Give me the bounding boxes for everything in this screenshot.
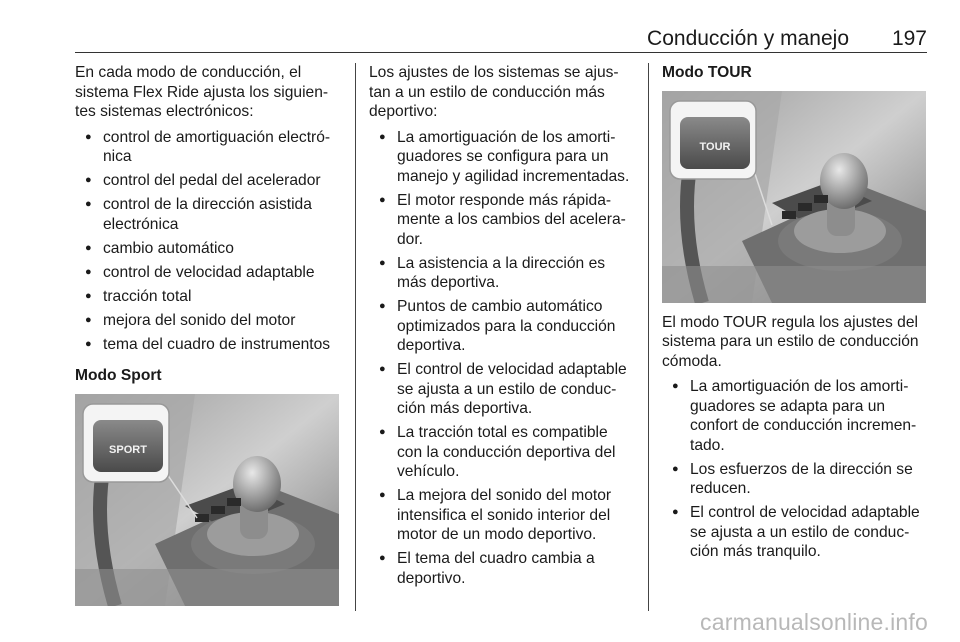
list-item: ● El control de velocidad adaptable se ajusta a un estilo de conducción más tranquilo. bbox=[662, 503, 928, 562]
list-item: ● mejora del sonido del motor bbox=[75, 311, 343, 331]
column-2 bbox=[369, 63, 634, 593]
page-header bbox=[75, 26, 927, 52]
list-item: ● El tema del cuadro cambia a deportivo. bbox=[369, 549, 634, 588]
list-item: ● La mejora del sonido del motor intensifica el sonido interior del motor de un modo deportivo. bbox=[369, 486, 634, 545]
sport-button-label: SPORT bbox=[109, 443, 147, 456]
list-item: ● control de la dirección asistida electrónica bbox=[75, 195, 343, 234]
list-item: ● control del pedal del acelerador bbox=[75, 171, 343, 191]
list-item: ● La tracción total es compatible con la conducción deportiva del vehículo. bbox=[369, 423, 634, 482]
list-item: ● Puntos de cambio automático optimizados para la conducción deportiva. bbox=[369, 297, 634, 356]
list-item: ● Los esfuerzos de la dirección se reducen. bbox=[662, 460, 928, 499]
list-item: ● La asistencia a la dirección es más deportiva. bbox=[369, 254, 634, 293]
heading-sport-mode: Modo Sport bbox=[75, 367, 162, 384]
list-item: ● El control de velocidad adaptable se ajusta a un estilo de conducción más deportiva. bbox=[369, 360, 634, 419]
list-item: ● control de amortiguación electrónica bbox=[75, 128, 343, 167]
header-rule bbox=[75, 52, 927, 53]
intro-paragraph: Los ajustes de los sistemas se ajustan a un estilo de conducción más deportivo: bbox=[369, 64, 619, 120]
watermark: carmanualsonline.info bbox=[700, 609, 928, 635]
list-item: ● tema del cuadro de instrumentos bbox=[75, 335, 343, 355]
list-item: ● La amortiguación de los amortiguadores se configura para un manejo y agilidad incrementadas. bbox=[369, 128, 634, 187]
column-3 bbox=[662, 63, 928, 566]
list-item: ● El motor responde más rápidamente a los cambios del acelerador. bbox=[369, 191, 634, 250]
tour-button-label: TOUR bbox=[699, 140, 731, 153]
intro-paragraph: El modo TOUR regula los ajustes del sistema para un estilo de conducción cómoda. bbox=[662, 313, 919, 370]
heading-tour-mode: Modo TOUR bbox=[662, 64, 752, 81]
tour-mode-photo bbox=[662, 91, 926, 303]
list-item: ● cambio automático bbox=[75, 239, 343, 259]
column-divider-1 bbox=[355, 63, 356, 611]
column-1 bbox=[75, 63, 343, 606]
tour-settings-list bbox=[662, 377, 928, 562]
systems-list bbox=[75, 128, 343, 355]
list-item: ● La amortiguación de los amortiguadores se adapta para un confort de conducción incrementado. bbox=[662, 377, 928, 455]
list-item: ● tracción total bbox=[75, 287, 343, 307]
page-number: 197 bbox=[891, 27, 927, 50]
intro-paragraph: En cada modo de conducción, el sistema Flex Ride ajusta los siguientes sistemas electrónicos: bbox=[75, 64, 329, 120]
sport-settings-list bbox=[369, 128, 634, 589]
section-title: Conducción y manejo bbox=[647, 27, 849, 50]
list-item: ● control de velocidad adaptable bbox=[75, 263, 343, 283]
sport-mode-photo bbox=[75, 394, 339, 606]
column-divider-2 bbox=[648, 63, 649, 611]
